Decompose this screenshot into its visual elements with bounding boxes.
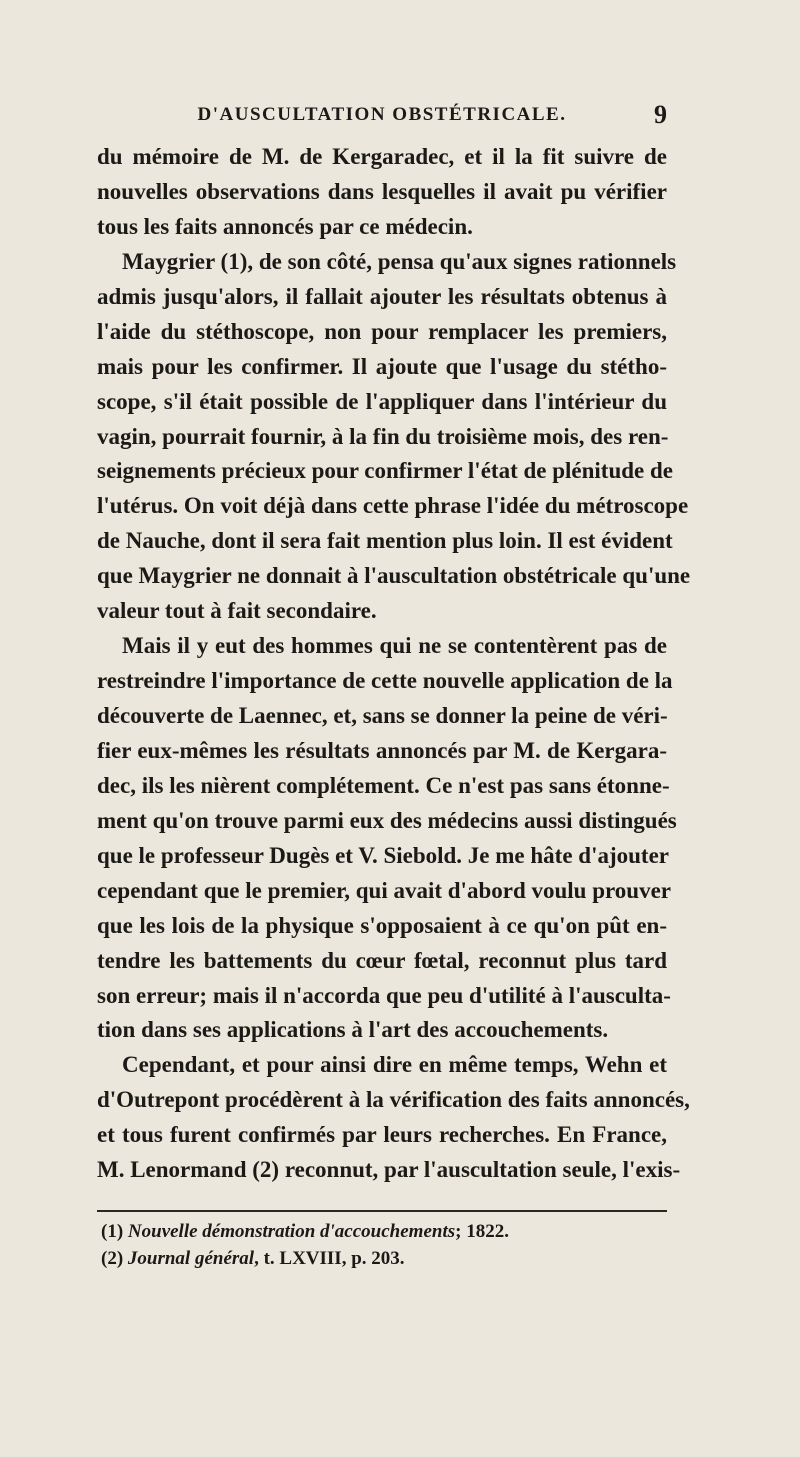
footnote-rule (97, 1210, 667, 1212)
page-number: 9 (654, 100, 667, 129)
text-line: M. Lenormand (2) reconnut, par l'auscultation seule, l'exis- (97, 1157, 681, 1183)
text-line: et tous furent confirmés par leurs recherches. En France, (97, 1122, 667, 1148)
text-line: dec, ils les nièrent complétement. Ce n'est pas sans étonne- (97, 772, 670, 798)
text-line: ment qu'on trouve parmi eux des médecins aussi distingués (97, 807, 677, 833)
text-line: découverte de Laennec, et, sans se donner la peine de véri- (97, 703, 668, 728)
text-line: l'utérus. On voit déjà dans cette phrase l'idée du métroscope (97, 493, 689, 519)
footnote (97, 1245, 667, 1272)
page-header (97, 100, 667, 134)
text-line: mais pour les confirmer. Il ajoute que l'usage du stétho- (97, 353, 667, 379)
text-line: seignements précieux pour confirmer l'état de plénitude de (97, 458, 673, 484)
text-line: Cependant, et pour ainsi dire en même temps, Wehn et (122, 1052, 667, 1078)
footnote-rest: ; 1822. (455, 1221, 509, 1242)
text-line: fier eux-mêmes les résultats annoncés par M. de Kergara- (97, 737, 667, 763)
text-line: cependant que le premier, qui avait d'abord voulu prouver (97, 877, 672, 903)
text-line: Mais il y eut des hommes qui ne se contentèrent pas de (122, 633, 667, 659)
body-text (97, 140, 691, 1188)
text-line: scope, s'il était possible de l'appliquer dans l'intérieur du (97, 388, 667, 414)
text-line: que les lois de la physique s'opposaient à ce qu'on pût en- (97, 912, 667, 938)
running-head: D'AUSCULTATION OBSTÉTRICALE. (197, 104, 567, 125)
footnote (97, 1218, 667, 1245)
text-line: tous les faits annoncés par ce médecin. (97, 213, 473, 239)
text-line: valeur tout à fait secondaire. (97, 598, 377, 624)
text-line: du mémoire de M. de Kergaradec, et il la fit suivre de (97, 144, 667, 169)
text-line: nouvelles observations dans lesquelles il avait pu vérifier (97, 178, 667, 204)
footnotes (97, 1218, 667, 1272)
text-line: l'aide du stéthoscope, non pour remplacer les premiers, (97, 318, 667, 344)
text-line: tendre les battements du cœur fœtal, reconnut plus tard (97, 947, 667, 973)
text-line: que Maygrier ne donnait à l'auscultation obstétricale qu'une (97, 563, 691, 589)
footnote-title: Journal général (127, 1248, 255, 1269)
text-line: vagin, pourrait fournir, à la fin du troisième mois, des ren- (97, 423, 669, 449)
text-line: restreindre l'importance de cette nouvelle application de la (97, 668, 673, 694)
text-line: de Nauche, dont il sera fait mention plus loin. Il est évident (97, 528, 673, 554)
text-line: tion dans ses applications à l'art des accouchements. (97, 1017, 609, 1043)
footnote-ref: (2) (101, 1248, 124, 1269)
footnote-ref: (1) (101, 1221, 124, 1242)
footnote-rest: , t. LXVIII, p. 203. (254, 1248, 405, 1269)
footnote-title: Nouvelle démonstration d'accouchements (127, 1221, 456, 1242)
text-line: admis jusqu'alors, il fallait ajouter les résultats obtenus à (97, 283, 667, 309)
text-line: son erreur; mais il n'accorda que peu d'utilité à l'ausculta- (97, 982, 671, 1008)
text-line: que le professeur Dugès et V. Siebold. Je me hâte d'ajouter (97, 842, 670, 868)
text-line: d'Outrepont procédèrent à la vérification des faits annoncés, (97, 1087, 690, 1113)
text-line: Maygrier (1), de son côté, pensa qu'aux signes rationnels (122, 248, 677, 274)
